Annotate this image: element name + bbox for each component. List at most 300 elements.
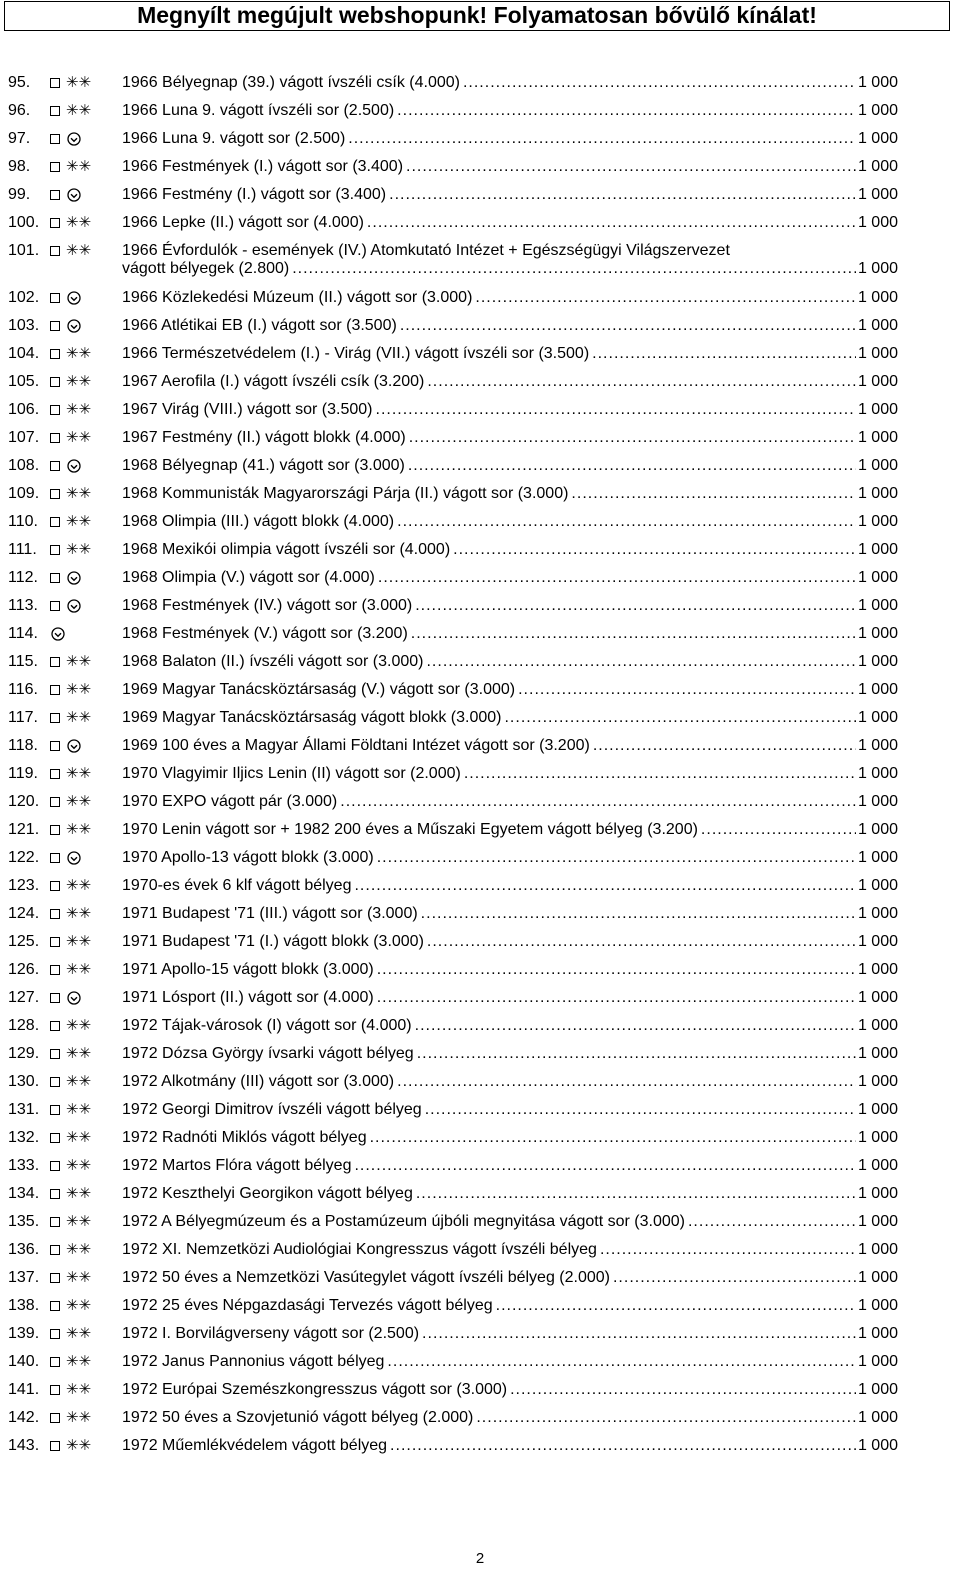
dot-leader xyxy=(377,849,856,867)
item-marks xyxy=(50,1017,105,1035)
item-description xyxy=(122,1045,898,1063)
item-line xyxy=(122,793,898,811)
mint-stars-icon: ✳✳ xyxy=(66,214,92,231)
checkbox-icon[interactable] xyxy=(50,1413,60,1423)
page-number: 2 xyxy=(475,1550,485,1567)
item-marks xyxy=(50,345,105,363)
item-price: 1 000 xyxy=(857,373,898,390)
item-number: 125. xyxy=(8,933,40,950)
checkbox-icon[interactable] xyxy=(50,1133,60,1143)
checkbox-icon[interactable] xyxy=(50,377,60,387)
item-marks xyxy=(50,793,105,811)
item-description xyxy=(122,1437,898,1455)
dot-leader xyxy=(354,1157,855,1175)
item-number: 132. xyxy=(8,1129,40,1146)
item-marks xyxy=(50,1269,105,1287)
cancelled-stamp-icon xyxy=(66,850,82,866)
checkbox-icon[interactable] xyxy=(50,573,60,583)
item-number: 122. xyxy=(8,849,40,866)
item-price: 1 000 xyxy=(857,1437,898,1454)
dot-leader xyxy=(426,653,855,671)
item-title: 1971 Budapest '71 (I.) vágott blokk (3.000) xyxy=(122,933,424,950)
checkbox-icon[interactable] xyxy=(50,797,60,807)
item-title: 1970 Apollo-13 vágott blokk (3.000) xyxy=(122,849,374,866)
checkbox-icon[interactable] xyxy=(50,433,60,443)
checkbox-icon[interactable] xyxy=(50,1161,60,1171)
item-description xyxy=(122,877,898,895)
item-number: 102. xyxy=(8,289,40,306)
item-description xyxy=(122,186,898,204)
list-item xyxy=(0,98,960,126)
checkbox-icon[interactable] xyxy=(50,190,60,200)
item-number: 113. xyxy=(8,597,38,614)
mint-stars-icon: ✳✳ xyxy=(66,653,92,670)
checkbox-icon[interactable] xyxy=(50,1273,60,1283)
item-line xyxy=(122,1381,898,1399)
item-price: 1 000 xyxy=(857,1297,898,1314)
item-description xyxy=(122,1297,898,1315)
checkbox-icon[interactable] xyxy=(50,321,60,331)
list-item xyxy=(0,1405,960,1433)
mint-stars-icon: ✳✳ xyxy=(66,1017,92,1034)
list-item xyxy=(0,1293,960,1321)
item-title: 1966 Atlétikai EB (I.) vágott sor (3.500) xyxy=(122,317,397,334)
item-marks xyxy=(50,1185,105,1203)
item-description xyxy=(122,1017,898,1035)
item-line xyxy=(122,130,898,148)
list-item xyxy=(0,537,960,565)
item-number: 123. xyxy=(8,877,40,894)
checkbox-icon[interactable] xyxy=(50,1357,60,1367)
checkbox-icon[interactable] xyxy=(50,657,60,667)
list-item xyxy=(0,1433,960,1461)
list-item xyxy=(0,1041,960,1069)
dot-leader xyxy=(422,1325,856,1343)
list-item xyxy=(0,313,960,341)
checkbox-icon[interactable] xyxy=(50,106,60,116)
item-number: 97. xyxy=(8,130,31,147)
item-description xyxy=(122,1213,898,1231)
item-title: 1972 Műemlékvédelem vágott bélyeg xyxy=(122,1437,388,1454)
item-price: 1 000 xyxy=(857,1157,898,1174)
item-description xyxy=(122,158,898,176)
checkbox-icon[interactable] xyxy=(50,1049,60,1059)
checkbox-icon[interactable] xyxy=(50,1021,60,1031)
item-title: 1970 Lenin vágott sor + 1982 200 éves a Műszaki Egyetem vágott bélyeg (3.200) xyxy=(122,821,698,838)
checkbox-icon[interactable] xyxy=(50,853,60,863)
checkbox-icon[interactable] xyxy=(50,218,60,228)
dot-leader xyxy=(409,429,856,447)
item-number: 131. xyxy=(8,1101,40,1118)
item-title: 1966 Lepke (II.) vágott sor (4.000) xyxy=(122,214,364,231)
checkbox-icon[interactable] xyxy=(50,601,60,611)
item-number: 107. xyxy=(8,429,40,446)
checkbox-icon[interactable] xyxy=(50,741,60,751)
cancelled-stamp-icon xyxy=(66,187,82,203)
list-item xyxy=(0,789,960,817)
item-line xyxy=(122,373,898,391)
checkbox-icon[interactable] xyxy=(50,293,60,303)
item-line xyxy=(122,989,898,1007)
mint-stars-icon: ✳✳ xyxy=(66,821,92,838)
item-description xyxy=(122,289,898,307)
checkbox-icon[interactable] xyxy=(50,937,60,947)
item-title: 1972 Keszthelyi Georgikon vágott bélyeg xyxy=(122,1185,413,1202)
checkbox-icon[interactable] xyxy=(50,685,60,695)
list-item xyxy=(0,705,960,733)
item-number: 137. xyxy=(8,1269,40,1286)
item-price: 1 000 xyxy=(857,1269,898,1286)
item-price: 1 000 xyxy=(857,1353,898,1370)
list-item xyxy=(0,238,960,285)
checkbox-icon[interactable] xyxy=(50,1441,60,1451)
item-title: 1972 I. Borvilágverseny vágott sor (2.500) xyxy=(122,1325,420,1342)
checkbox-icon[interactable] xyxy=(50,825,60,835)
item-description xyxy=(122,242,898,278)
dot-leader xyxy=(376,401,856,419)
list-item xyxy=(0,733,960,761)
item-line xyxy=(122,681,898,699)
list-item xyxy=(0,649,960,677)
item-description xyxy=(122,429,898,447)
list-item xyxy=(0,1097,960,1125)
item-marks xyxy=(50,877,105,895)
item-number: 120. xyxy=(8,793,40,810)
item-price: 1 000 xyxy=(857,130,898,147)
list-item xyxy=(0,210,960,238)
item-line xyxy=(122,289,898,307)
item-marks xyxy=(50,653,105,671)
item-price: 1 000 xyxy=(857,765,898,782)
dot-leader xyxy=(377,961,856,979)
item-title: 1966 Közlekedési Múzeum (II.) vágott sor (3.000) xyxy=(122,289,473,306)
dot-leader xyxy=(406,158,856,176)
dot-leader xyxy=(377,989,856,1007)
item-marks xyxy=(50,1409,105,1427)
cancelled-stamp-icon xyxy=(66,990,82,1006)
item-title: 1969 100 éves a Magyar Állami Földtani Intézet vágott sor (3.200) xyxy=(122,737,590,754)
checkbox-icon[interactable] xyxy=(50,713,60,723)
mint-stars-icon: ✳✳ xyxy=(66,158,92,175)
item-line xyxy=(122,1269,898,1287)
item-description xyxy=(122,1409,898,1427)
mint-stars-icon: ✳✳ xyxy=(66,513,92,530)
item-price: 1 000 xyxy=(857,457,898,474)
mint-stars-icon: ✳✳ xyxy=(66,401,92,418)
mint-stars-icon: ✳✳ xyxy=(66,765,92,782)
dot-leader xyxy=(411,625,856,643)
dot-leader xyxy=(348,130,856,148)
dot-leader xyxy=(415,597,856,615)
dot-leader xyxy=(593,737,856,755)
item-line xyxy=(122,345,898,363)
item-price: 1 000 xyxy=(857,260,898,277)
dot-leader xyxy=(571,485,856,503)
item-marks xyxy=(50,1101,105,1119)
item-line xyxy=(122,74,898,92)
item-marks xyxy=(50,1073,105,1091)
dot-leader xyxy=(370,1129,856,1147)
dot-leader xyxy=(354,877,855,895)
item-number: 124. xyxy=(8,905,40,922)
item-line xyxy=(122,709,898,727)
dot-leader xyxy=(427,373,856,391)
dot-leader xyxy=(408,457,856,475)
dot-leader xyxy=(378,569,856,587)
item-line xyxy=(122,186,898,204)
dot-leader xyxy=(504,709,855,727)
item-number: 136. xyxy=(8,1241,40,1258)
item-description xyxy=(122,541,898,559)
item-title: 1971 Apollo-15 vágott blokk (3.000) xyxy=(122,961,374,978)
item-marks xyxy=(50,597,105,615)
checkbox-icon[interactable] xyxy=(50,1245,60,1255)
mint-stars-icon: ✳✳ xyxy=(66,1353,92,1370)
item-price: 1 000 xyxy=(857,214,898,231)
item-marks xyxy=(50,961,105,979)
item-title: 1971 Budapest '71 (III.) vágott sor (3.000) xyxy=(122,905,418,922)
item-number: 115. xyxy=(8,653,38,670)
item-number: 109. xyxy=(8,485,40,502)
item-line xyxy=(122,1409,898,1427)
item-price: 1 000 xyxy=(857,158,898,175)
list-item xyxy=(0,509,960,537)
item-price: 1 000 xyxy=(857,485,898,502)
item-marks xyxy=(50,242,105,260)
list-item xyxy=(0,481,960,509)
item-line xyxy=(122,1185,898,1203)
mint-stars-icon: ✳✳ xyxy=(66,1437,92,1454)
item-title: vágott bélyegek (2.800) xyxy=(122,260,290,277)
mint-stars-icon: ✳✳ xyxy=(66,373,92,390)
item-description xyxy=(122,1353,898,1371)
checkbox-icon[interactable] xyxy=(50,1301,60,1311)
item-number: 140. xyxy=(8,1353,40,1370)
item-price: 1 000 xyxy=(857,1129,898,1146)
mint-stars-icon: ✳✳ xyxy=(66,1325,92,1342)
item-marks xyxy=(50,1045,105,1063)
item-line xyxy=(122,158,898,176)
item-marks xyxy=(50,765,105,783)
item-marks xyxy=(50,1157,105,1175)
list-item xyxy=(0,1377,960,1405)
checkbox-icon[interactable] xyxy=(50,909,60,919)
item-title: 1970-es évek 6 klf vágott bélyeg xyxy=(122,877,352,894)
item-marks xyxy=(50,1381,105,1399)
item-number: 100. xyxy=(8,214,40,231)
dot-leader xyxy=(613,1269,856,1287)
item-price: 1 000 xyxy=(857,289,898,306)
item-line xyxy=(122,1437,898,1455)
checkbox-icon[interactable] xyxy=(50,405,60,415)
checkbox-icon[interactable] xyxy=(50,517,60,527)
item-description xyxy=(122,1381,898,1399)
checkbox-icon[interactable] xyxy=(50,993,60,1003)
item-price: 1 000 xyxy=(857,905,898,922)
item-title: 1968 Kommunisták Magyarországi Párja (II.) vágott sor (3.000) xyxy=(122,485,569,502)
item-line xyxy=(122,214,898,232)
item-marks xyxy=(50,1297,105,1315)
item-number: 129. xyxy=(8,1045,40,1062)
checkbox-icon[interactable] xyxy=(50,461,60,471)
item-description xyxy=(122,933,898,951)
item-line xyxy=(122,1213,898,1231)
checkbox-icon[interactable] xyxy=(50,769,60,779)
checkbox-icon[interactable] xyxy=(50,1077,60,1087)
item-description xyxy=(122,1129,898,1147)
item-marks xyxy=(50,513,105,531)
item-number: 138. xyxy=(8,1297,40,1314)
item-line xyxy=(122,1129,898,1147)
item-title: 1972 Georgi Dimitrov ívszéli vágott bélyeg xyxy=(122,1101,422,1118)
dot-leader xyxy=(688,1213,856,1231)
item-price: 1 000 xyxy=(857,877,898,894)
list-item xyxy=(0,985,960,1013)
item-description xyxy=(122,961,898,979)
item-marks xyxy=(50,541,105,559)
item-marks xyxy=(50,849,105,867)
dot-leader xyxy=(417,1045,856,1063)
item-marks xyxy=(50,1353,105,1371)
item-marks xyxy=(50,1129,105,1147)
list-item xyxy=(0,1069,960,1097)
item-title: 1967 Festmény (II.) vágott blokk (4.000) xyxy=(122,429,406,446)
item-line xyxy=(122,961,898,979)
item-marks xyxy=(50,933,105,951)
item-description xyxy=(122,373,898,391)
list-item xyxy=(0,873,960,901)
item-title: 1972 25 éves Népgazdasági Tervezés vágott bélyeg xyxy=(122,1297,493,1314)
item-title: 1972 Martos Flóra vágott bélyeg xyxy=(122,1157,352,1174)
dot-leader xyxy=(464,765,856,783)
item-description xyxy=(122,1241,898,1259)
list-item xyxy=(0,845,960,873)
dot-leader xyxy=(496,1297,856,1315)
item-title-line1: 1966 Évfordulók - események (IV.) Atomkutató Intézet + Egészségügyi Világszervezet xyxy=(122,242,730,259)
list-item xyxy=(0,593,960,621)
cancelled-stamp-icon xyxy=(66,570,82,586)
item-title: 1972 Alkotmány (III) vágott sor (3.000) xyxy=(122,1073,395,1090)
item-description xyxy=(122,485,898,503)
dot-leader xyxy=(390,1437,856,1455)
list-item xyxy=(0,1153,960,1181)
item-line xyxy=(122,1157,898,1175)
item-title: 1972 50 éves a Nemzetközi Vasútegylet vágott ívszéli bélyeg (2.000) xyxy=(122,1269,610,1286)
item-number: 134. xyxy=(8,1185,40,1202)
checkbox-icon[interactable] xyxy=(50,246,60,256)
item-number: 96. xyxy=(8,102,31,119)
item-price: 1 000 xyxy=(857,186,898,203)
item-title: 1966 Luna 9. vágott sor (2.500) xyxy=(122,130,346,147)
list-item xyxy=(0,1265,960,1293)
item-title: 1972 Janus Pannonius vágott bélyeg xyxy=(122,1353,385,1370)
mint-stars-icon: ✳✳ xyxy=(66,242,92,259)
list-item xyxy=(0,154,960,182)
checkbox-icon[interactable] xyxy=(50,881,60,891)
item-number: 114. xyxy=(8,625,38,642)
checkbox-icon[interactable] xyxy=(50,1189,60,1199)
item-description xyxy=(122,457,898,475)
item-description xyxy=(122,1325,898,1343)
item-line xyxy=(122,1045,898,1063)
item-price: 1 000 xyxy=(857,793,898,810)
item-marks xyxy=(50,485,105,503)
mint-stars-icon: ✳✳ xyxy=(66,1045,92,1062)
item-number: 99. xyxy=(8,186,31,203)
item-line xyxy=(122,653,898,671)
checkbox-icon[interactable] xyxy=(50,349,60,359)
item-price: 1 000 xyxy=(857,513,898,530)
checkbox-icon[interactable] xyxy=(50,78,60,88)
list-item xyxy=(0,565,960,593)
dot-leader xyxy=(397,102,856,120)
checkbox-icon[interactable] xyxy=(50,162,60,172)
item-number: 133. xyxy=(8,1157,40,1174)
item-description xyxy=(122,989,898,1007)
item-number: 119. xyxy=(8,765,38,782)
item-price: 1 000 xyxy=(857,737,898,754)
item-title: 1968 Festmények (IV.) vágott sor (3.000) xyxy=(122,597,413,614)
item-description xyxy=(122,597,898,615)
item-description xyxy=(122,653,898,671)
item-price: 1 000 xyxy=(857,1073,898,1090)
item-number: 135. xyxy=(8,1213,40,1230)
item-line xyxy=(122,317,898,335)
checkbox-icon[interactable] xyxy=(50,1385,60,1395)
checkbox-icon[interactable] xyxy=(50,489,60,499)
mint-stars-icon: ✳✳ xyxy=(66,1409,92,1426)
dot-leader xyxy=(387,1353,856,1371)
checkbox-icon[interactable] xyxy=(50,965,60,975)
checkbox-icon[interactable] xyxy=(50,1329,60,1339)
checkbox-icon[interactable] xyxy=(50,1217,60,1227)
item-title: 1966 Festmények (I.) vágott sor (3.400) xyxy=(122,158,404,175)
item-marks xyxy=(50,1241,105,1259)
item-title: 1968 Olimpia (V.) vágott sor (4.000) xyxy=(122,569,375,586)
checkbox-icon[interactable] xyxy=(50,1105,60,1115)
item-line xyxy=(122,765,898,783)
item-line xyxy=(122,625,898,643)
item-price: 1 000 xyxy=(857,961,898,978)
dot-leader xyxy=(592,345,856,363)
item-title: 1970 EXPO vágott pár (3.000) xyxy=(122,793,338,810)
cancelled-stamp-icon xyxy=(50,626,66,642)
item-number: 142. xyxy=(8,1409,40,1426)
dot-leader xyxy=(425,1101,856,1119)
checkbox-icon[interactable] xyxy=(50,134,60,144)
item-marks xyxy=(50,158,105,176)
mint-stars-icon: ✳✳ xyxy=(66,681,92,698)
checkbox-icon[interactable] xyxy=(50,545,60,555)
item-line xyxy=(122,849,898,867)
item-description xyxy=(122,1269,898,1287)
item-number: 112. xyxy=(8,569,38,586)
cancelled-stamp-icon xyxy=(66,458,82,474)
item-description xyxy=(122,345,898,363)
list-item xyxy=(0,285,960,313)
item-price: 1 000 xyxy=(857,989,898,1006)
item-description xyxy=(122,130,898,148)
list-item xyxy=(0,1209,960,1237)
item-marks xyxy=(50,401,105,419)
item-price: 1 000 xyxy=(857,74,898,91)
item-marks xyxy=(50,289,105,307)
dot-leader xyxy=(397,1073,856,1091)
item-line xyxy=(122,102,898,120)
item-line xyxy=(122,1017,898,1035)
item-price: 1 000 xyxy=(857,849,898,866)
item-line xyxy=(122,429,898,447)
